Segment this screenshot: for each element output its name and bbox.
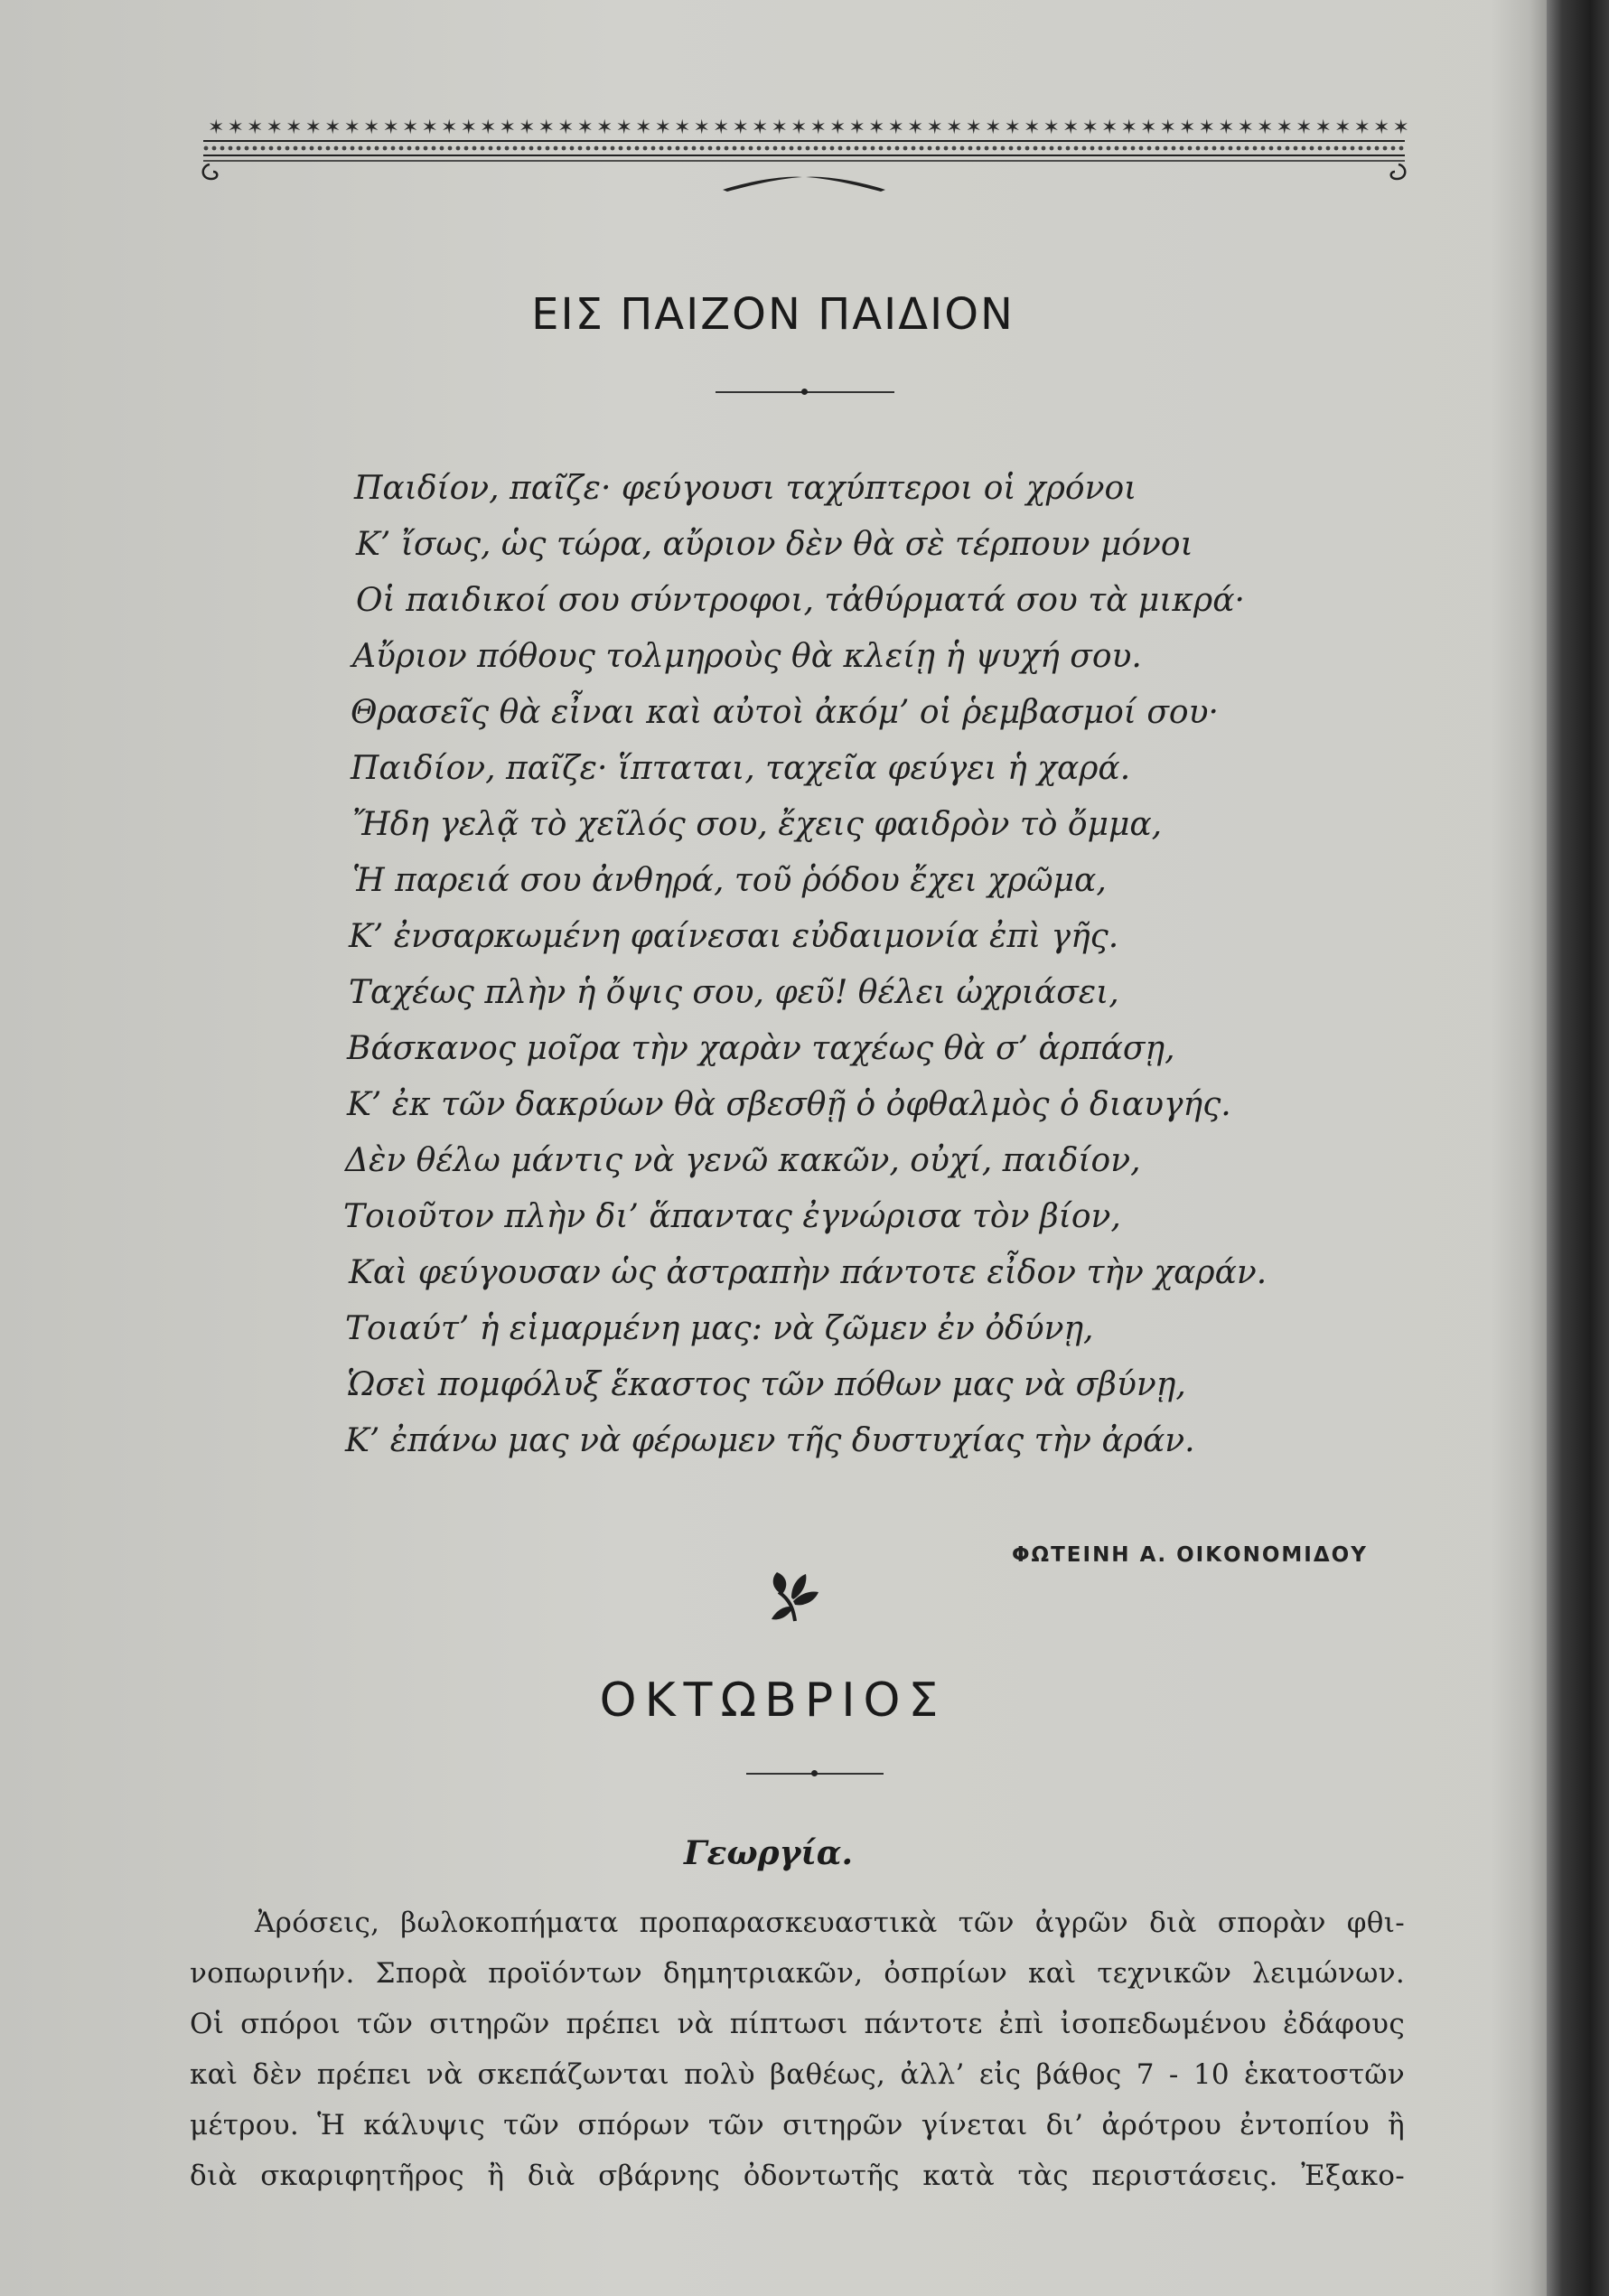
svg-text:✶: ✶ [1004, 117, 1021, 139]
svg-text:✶: ✶ [965, 117, 982, 139]
poem-line: Ἤδη γελᾷ τὸ χεῖλός σου, ἔχεις φαιδρὸν τὸ ὄμμα, [352, 806, 1163, 843]
svg-text:✶: ✶ [460, 117, 477, 139]
svg-text:✶: ✶ [1276, 117, 1293, 139]
svg-text:✶: ✶ [538, 117, 555, 139]
svg-text:✶: ✶ [363, 117, 380, 139]
leaf-ornament-icon [770, 1570, 820, 1623]
poem-line: Θρασεῖς θὰ εἶναι καὶ αὐτοὶ ἀκόμ’ οἱ ῥεμβασμοί σου· [351, 694, 1219, 731]
svg-text:✶: ✶ [402, 117, 419, 139]
svg-text:✶: ✶ [480, 117, 497, 139]
prose-line: Ἀρόσεις, βωλοκοπήματα προπαρασκευαστικὰ τῶν ἀγρῶν διὰ σπορὰν φθι- [255, 1907, 1405, 1939]
svg-text:✶: ✶ [441, 117, 458, 139]
prose-line: Οἱ σπόροι τῶν σιτηρῶν πρέπει νὰ πίπτωσι πάντοτε ἐπὶ ἰσοπεδωμένου ἐδάφους [190, 2008, 1405, 2040]
book-binding-edge [1547, 0, 1609, 2296]
section-divider [746, 1773, 884, 1775]
svg-text:✶: ✶ [1062, 117, 1080, 139]
poem-line: Οἱ παιδικοί σου σύντροφοι, τἀθύρματά σου τὰ μικρά· [356, 582, 1245, 619]
poem-line: Βάσκανος μοῖρα τὴν χαρὰν ταχέως θὰ σ’ ἁρπάσῃ, [347, 1030, 1175, 1067]
svg-text:✶: ✶ [1179, 117, 1196, 139]
poem-line: Τοιαύτ’ ἡ εἱμαρμένη μας: νὰ ζῶμεν ἐν ὀδύνῃ, [345, 1310, 1094, 1347]
svg-text:✶: ✶ [829, 117, 847, 139]
svg-text:✶: ✶ [809, 117, 827, 139]
svg-text:✶: ✶ [771, 117, 788, 139]
svg-text:✶: ✶ [519, 117, 536, 139]
svg-text:✶: ✶ [1159, 117, 1176, 139]
svg-text:✶: ✶ [499, 117, 516, 139]
svg-text:✶: ✶ [596, 117, 613, 139]
poem-line: Κ’ ἴσως, ὡς τώρα, αὔριον δὲν θὰ σὲ τέρπουν μόνοι [356, 526, 1193, 563]
svg-text:✶: ✶ [1392, 117, 1409, 139]
svg-text:✶: ✶ [304, 117, 322, 139]
poem-line: Αὔριον πόθους τολμηροὺς θὰ κλείῃ ἡ ψυχή σου. [352, 638, 1142, 675]
svg-text:✶: ✶ [693, 117, 710, 139]
svg-text:✶: ✶ [285, 117, 303, 139]
poem-line: Καὶ φεύγουσαν ὡς ἀστραπὴν πάντοτε εἶδον τὴν χαράν. [349, 1254, 1268, 1291]
poem-line: Κ’ ἐπάνω μας νὰ φέρωμεν τῆς δυστυχίας τὴν ἀράν. [345, 1422, 1195, 1459]
title-divider [716, 391, 894, 393]
section-title: ΟΚΤΩΒΡΙΟΣ [599, 1673, 947, 1728]
svg-text:✶: ✶ [1237, 117, 1254, 139]
svg-text:✶: ✶ [1218, 117, 1235, 139]
svg-text:✶: ✶ [946, 117, 963, 139]
svg-text:✶: ✶ [557, 117, 575, 139]
prose-line: καὶ δὲν πρέπει νὰ σκεπάζωνται πολὺ βαθέως, ἀλλ’ εἰς βάθος 7 - 10 ἑκατοστῶν [190, 2058, 1405, 2091]
svg-text:✶: ✶ [227, 117, 244, 139]
svg-text:✶: ✶ [343, 117, 360, 139]
svg-text:✶: ✶ [654, 117, 671, 139]
svg-text:✶: ✶ [732, 117, 749, 139]
svg-text:✶: ✶ [848, 117, 865, 139]
svg-text:✶: ✶ [1120, 117, 1137, 139]
svg-text:✶: ✶ [926, 117, 943, 139]
header-ornament [199, 107, 1409, 197]
svg-text:✶: ✶ [421, 117, 438, 139]
svg-text:✶: ✶ [382, 117, 399, 139]
svg-text:✶: ✶ [1353, 117, 1370, 139]
svg-text:✶: ✶ [790, 117, 808, 139]
svg-text:✶: ✶ [985, 117, 1002, 139]
poem [343, 461, 1373, 1469]
svg-text:✶: ✶ [1101, 117, 1118, 139]
svg-text:✶: ✶ [674, 117, 691, 139]
page-edge-shadow [1491, 0, 1547, 2296]
svg-text:✶: ✶ [576, 117, 594, 139]
prose-line: νοπωρινήν. Σπορὰ προϊόντων δημητριακῶν, ὀσπρίων καὶ τεχνικῶν λειμώνων. [190, 1957, 1405, 1990]
poem-line: Ταχέως πλὴν ἡ ὄψις σου, φεῦ! θέλει ὠχριάσει, [349, 974, 1119, 1011]
svg-text:✶: ✶ [868, 117, 885, 139]
svg-text:✶: ✶ [635, 117, 652, 139]
svg-text:✶: ✶ [1296, 117, 1313, 139]
poem-line: Τοιοῦτον πλὴν δι’ ἅπαντας ἐγνώρισα τὸν βίον, [343, 1198, 1121, 1235]
poem-line: Δὲν θέλω μάντις νὰ γενῶ κακῶν, οὐχί, παιδίον, [345, 1142, 1141, 1179]
svg-text:✶: ✶ [615, 117, 632, 139]
subsection-title: Γεωργία. [683, 1834, 854, 1872]
svg-text:✶: ✶ [266, 117, 283, 139]
svg-text:✶: ✶ [887, 117, 904, 139]
svg-text:✶: ✶ [752, 117, 769, 139]
svg-text:✶: ✶ [1334, 117, 1352, 139]
prose-line: διὰ σκαριφητῆρος ἢ διὰ σβάρνης ὀδοντωτῆς κατὰ τὰς περιστάσεις. Ἐξακο- [190, 2160, 1405, 2192]
prose-line: μέτρου. Ἡ κάλυψις τῶν σπόρων τῶν σιτηρῶν γίνεται δι’ ἀρότρου ἐντοπίου ἢ [190, 2109, 1405, 2141]
svg-text:✶: ✶ [907, 117, 924, 139]
poem-line: Κ’ ἐνσαρκωμένη φαίνεσαι εὐδαιμονία ἐπὶ γῆς. [349, 918, 1119, 955]
poem-line: Ὡσεὶ πομφόλυξ ἕκαστος τῶν πόθων μας νὰ σβύνῃ, [347, 1366, 1186, 1403]
svg-text:✶: ✶ [1140, 117, 1157, 139]
svg-text:✶: ✶ [208, 117, 225, 139]
poem-title: ΕΙΣ ΠΑΙΖΟΝ ΠΑΙΔΙΟΝ [531, 289, 1015, 340]
poem-line: Παιδίον, παῖζε· φεύγουσι ταχύπτεροι οἱ χρόνοι [354, 470, 1137, 507]
svg-text:✶: ✶ [1373, 117, 1390, 139]
svg-text:✶: ✶ [1081, 117, 1099, 139]
poem-line: Παιδίον, παῖζε· ἵπταται, ταχεῖα φεύγει ἡ χαρά. [351, 750, 1131, 787]
svg-text:✶: ✶ [324, 117, 341, 139]
svg-text:✶: ✶ [1024, 117, 1041, 139]
poem-line: Κ’ ἐκ τῶν δακρύων θὰ σβεσθῇ ὁ ὀφθαλμὸς ὁ διαυγής. [347, 1086, 1231, 1123]
prose-paragraph [190, 1898, 1405, 2201]
poem-line: Ἡ παρειά σου ἀνθηρά, τοῦ ῥόδου ἔχει χρῶμα, [352, 862, 1107, 899]
svg-text:✶: ✶ [1314, 117, 1332, 139]
svg-text:✶: ✶ [713, 117, 730, 139]
svg-text:✶: ✶ [247, 117, 264, 139]
poem-author: ΦΩΤΕΙΝΗ Α. ΟΙΚΟΝΟΜΙΔΟΥ [1012, 1543, 1368, 1567]
svg-text:✶: ✶ [1257, 117, 1274, 139]
svg-text:✶: ✶ [1043, 117, 1060, 139]
svg-text:✶: ✶ [1198, 117, 1215, 139]
